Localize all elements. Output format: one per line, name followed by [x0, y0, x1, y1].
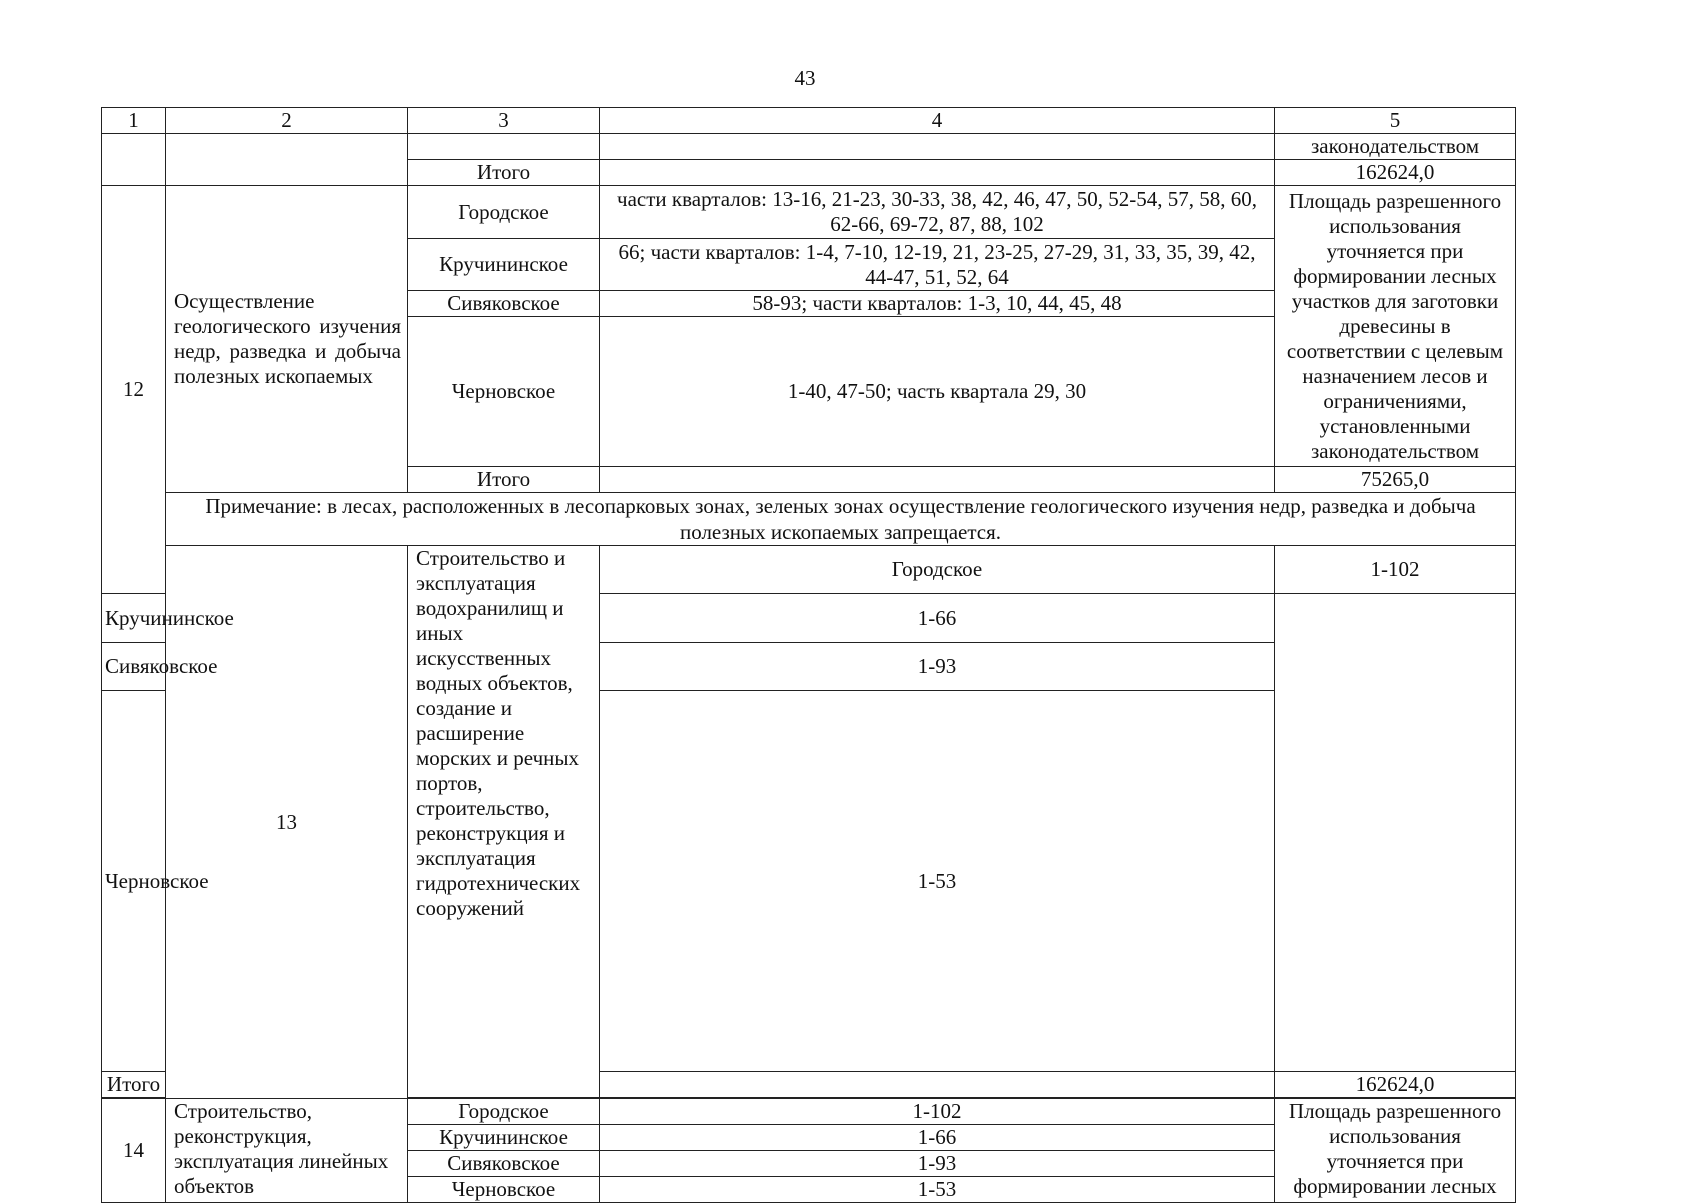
table-row [102, 186, 1516, 239]
continuation-row [102, 134, 1516, 160]
page-number: 43 [794, 66, 816, 90]
activity-cell: Осуществление геологического изучения недр, разведка и добыча полезных ископаемых [166, 186, 408, 493]
quarters-cell: 1-102 [600, 1099, 1275, 1125]
quarters-cell: 1-93 [600, 642, 1275, 690]
area-cell: Площадь разрешенного использования уточняется при формировании лесных участков для заготовки древесины в соответствии с целевым назначением лесов и ограничениями, установленными законодательством [1275, 186, 1516, 467]
district-cell: Черновское [102, 691, 166, 1072]
total-label: Итого [408, 160, 600, 186]
district-cell: Городское [408, 1099, 600, 1125]
quarters-cell: 1-66 [600, 1125, 1275, 1151]
quarters-cell [600, 134, 1275, 160]
district-cell: Сивяковское [408, 291, 600, 317]
total-value: 75265,0 [1275, 467, 1516, 493]
quarters-cell [600, 1072, 1275, 1098]
header-cell: 4 [600, 108, 1275, 134]
total-label: Итого [102, 1072, 166, 1098]
row-number-cell: 12 [102, 186, 166, 594]
table-row [102, 1099, 1516, 1125]
district-cell: Городское [408, 186, 600, 239]
header-row [102, 108, 1516, 134]
district-cell: Кручининское [408, 1125, 600, 1151]
note-row [102, 493, 1516, 546]
activity-cell: Строительство и эксплуатация водохранилищ и иных искусственных водных объектов, создание и расширение морских и речных портов, строительство, реконструкция и эксплуатация гидротехнических сооружений [408, 546, 600, 1098]
total-value: 162624,0 [1275, 1072, 1516, 1098]
table-row [102, 546, 1516, 594]
district-cell: Сивяковское [408, 1151, 600, 1177]
header-cell: 3 [408, 108, 600, 134]
header-cell: 2 [166, 108, 408, 134]
activity-cell [166, 134, 408, 186]
quarters-cell: 66; части кварталов: 1-4, 7-10, 12-19, 21, 23-25, 27-29, 31, 33, 35, 39, 42, 44-47, 51, 52, 64 [600, 239, 1275, 291]
district-cell [408, 134, 600, 160]
quarters-cell: 1-93 [600, 1151, 1275, 1177]
row-number-cell: 13 [166, 546, 408, 1099]
total-label: Итого [408, 467, 600, 493]
quarters-cell: 1-66 [600, 594, 1275, 642]
activity-cell: Строительство, реконструкция, эксплуатация линейных объектов [166, 1099, 408, 1203]
note-text: Примечание: в лесах, расположенных в лесопарковых зонах, зеленых зонах осуществление геологического изучения недр, разведка и добыча полезных ископаемых запрещается. [166, 493, 1516, 546]
quarters-cell [600, 467, 1275, 493]
total-value: 162624,0 [1275, 160, 1516, 186]
district-cell: Кручининское [408, 239, 600, 291]
header-cell: 5 [1275, 108, 1516, 134]
quarters-cell: части кварталов: 13-16, 21-23, 30-33, 38, 42, 46, 47, 50, 52-54, 57, 58, 60, 62-66, 69-72, 87, 88, 102 [600, 186, 1275, 239]
quarters-cell: 1-53 [600, 691, 1275, 1072]
quarters-cell: 1-40, 47-50; часть квартала 29, 30 [600, 317, 1275, 467]
row-number-cell: 14 [102, 1099, 166, 1203]
district-cell: Кручининское [102, 594, 166, 642]
quarters-cell: 1-53 [600, 1177, 1275, 1203]
area-cell: законодательством [1275, 134, 1516, 160]
quarters-cell [600, 160, 1275, 186]
quarters-cell: 58-93; части кварталов: 1-3, 10, 44, 45, 48 [600, 291, 1275, 317]
district-cell: Сивяковское [102, 642, 166, 690]
district-cell: Городское [600, 546, 1275, 594]
quarters-cell: 1-102 [1275, 546, 1516, 594]
area-cell: Площадь разрешенного использования уточняется при формировании лесных [1275, 1099, 1516, 1203]
district-cell: Черновское [408, 1177, 600, 1203]
forest-use-table [101, 107, 1516, 1203]
district-cell: Черновское [408, 317, 600, 467]
row-number-cell [102, 134, 166, 186]
header-cell: 1 [102, 108, 166, 134]
